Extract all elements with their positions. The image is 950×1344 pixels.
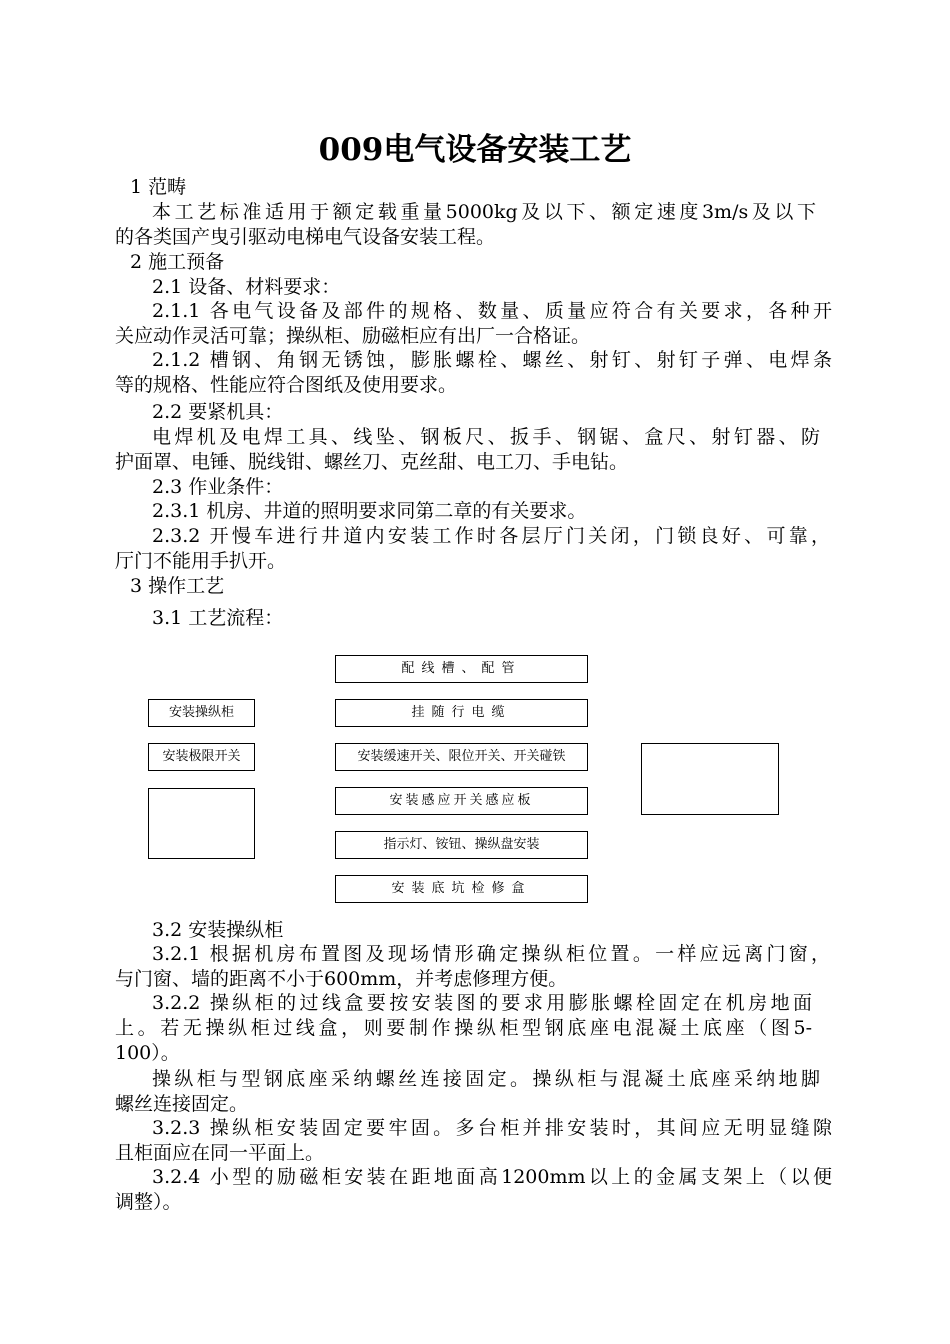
section-2-heading: 2 施工预备	[130, 251, 225, 273]
flow-step-install-limit-switch: 安装极限开关	[148, 743, 255, 771]
paragraph-2-2-line-2: 护面罩、电锤、脱线钳、螺丝刀、克丝甜、电工刀、手电钻。	[115, 451, 629, 473]
flow-step-indicator-buttons-panel: 指示灯、铵钮、操纵盘安装	[335, 831, 588, 859]
flow-step-pit-inspection-box: 安装底坑检修盒	[335, 875, 588, 903]
flow-step-empty-right	[641, 743, 779, 815]
document-title: 009电气设备安装工艺	[318, 132, 632, 168]
paragraph-2-3-2-line-2: 厅门不能用手扒开。	[115, 550, 287, 572]
paragraph-3-2-3-line-1: 3.2.3 操纵柜安装固定要牢固。多台柜并排安装时，其间应无明显缝隙	[152, 1117, 832, 1139]
paragraph-3-2-1-line-1: 3.2.1 根据机房布置图及现场情形确定操纵柜位置。一样应远离门窗，	[152, 943, 830, 965]
flow-step-install-sensor-plate: 安装感应开关感应板	[335, 787, 588, 815]
flow-step-wiring-trough: 配线槽、配管	[335, 655, 588, 683]
section-2-3-heading: 2.3 作业条件：	[152, 476, 284, 498]
paragraph-2-1-1-line-2: 关应动作灵活可靠；操纵柜、励磁柜应有出厂一合格证。	[115, 325, 591, 347]
section-2-1-heading: 2.1 设备、材料要求：	[152, 276, 341, 298]
paragraph-3-2-4-line-2: 调整）。	[115, 1191, 182, 1213]
paragraph-2-3-2-line-1: 2.3.2 开慢车进行井道内安装工作时各层厅门关闭，门锁良好、可靠，	[152, 525, 830, 547]
flow-step-install-control-cabinet: 安装操纵柜	[148, 699, 255, 727]
paragraph-2-1-2-line-2: 等的规格、性能应符合图纸及使用要求。	[115, 374, 458, 396]
section-3-1-heading: 3.1 工艺流程：	[152, 607, 284, 629]
section-2-2-heading: 2.2 要紧机具：	[152, 401, 284, 423]
section-3-heading: 3 操作工艺	[130, 575, 225, 597]
paragraph-3-2-2-line-4: 操纵柜与型钢底座采纳螺丝连接固定。操纵柜与混凝土底座采纳地脚	[152, 1068, 820, 1090]
flow-step-empty-left	[148, 788, 255, 859]
paragraph-2-2-line-1: 电焊机及电焊工具、线坠、钢板尺、扳手、钢锯、盒尺、射钉器、防	[152, 426, 820, 448]
paragraph-2-1-1-line-1: 2.1.1 各电气设备及部件的规格、数量、质量应符合有关要求，各种开	[152, 300, 832, 322]
paragraph-3-2-1-line-2: 与门窗、墙的距离不小于600mm，并考虑修理方便。	[115, 968, 568, 990]
paragraph-1-line-1: 本工艺标准适用于额定载重量5000kg及以下、额定速度3m/s及以下	[152, 201, 816, 223]
paragraph-3-2-4-line-1: 3.2.4 小型的励磁柜安装在距地面高1200mm以上的金属支架上（以便	[152, 1166, 832, 1188]
flow-step-install-slowdown-switches: 安装缓速开关、限位开关、开关碰铁	[335, 743, 588, 771]
paragraph-2-1-2-line-1: 2.1.2 槽钢、角钢无锈蚀，膨胀螺栓、螺丝、射钉、射钉子弹、电焊条	[152, 349, 832, 371]
paragraph-2-3-1: 2.3.1 机房、井道的照明要求同第二章的有关要求。	[152, 500, 587, 522]
section-1-heading: 1 范畴	[130, 176, 187, 198]
section-3-2-heading: 3.2 安装操纵柜	[152, 919, 284, 941]
paragraph-3-2-3-line-2: 且柜面应在同一平面上。	[115, 1142, 325, 1164]
paragraph-3-2-2-line-5: 螺丝连接固定。	[115, 1093, 249, 1115]
paragraph-1-line-2: 的各类国产曳引驱动电梯电气设备安装工程。	[115, 226, 496, 248]
flow-step-hang-traveling-cable: 挂随行电缆	[335, 699, 588, 727]
paragraph-3-2-2-line-2: 上。若无操纵柜过线盒，则要制作操纵柜型钢底座电混凝土底座（图5-	[115, 1017, 812, 1039]
paragraph-3-2-2-line-1: 3.2.2 操纵柜的过线盒要按安装图的要求用膨胀螺栓固定在机房地面	[152, 992, 812, 1014]
paragraph-3-2-2-line-3: 100）。	[115, 1042, 180, 1064]
